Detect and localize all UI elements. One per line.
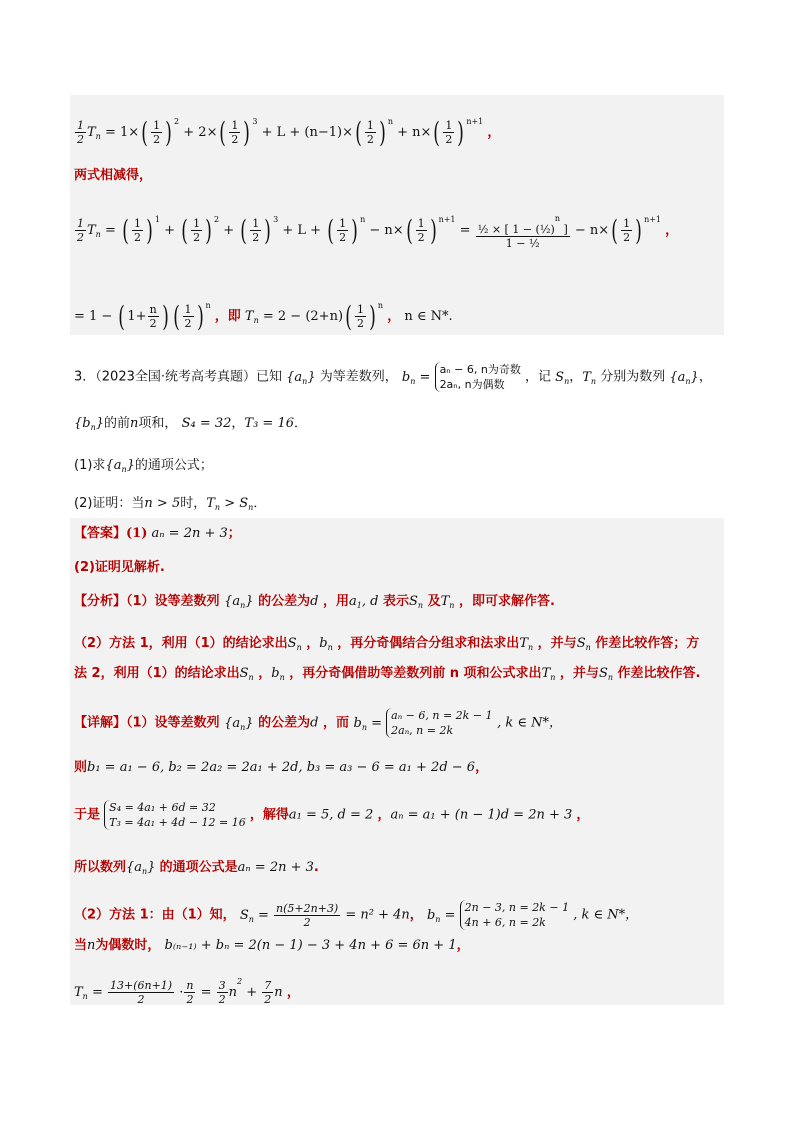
detail-line-2: 则b₁ = a₁ − 6, b₂ = 2a₂ = 2a₁ + 2d, b₃ = a₃ − 6 = a₁ + 2d − 6， [74,760,489,775]
detail-line-3: 于是 S₄ = 4a₁ + 6d = 32 T₃ = 4a₁ + 4d − 12 = 16 ，解得a₁ = 5, d = 2 ，aₙ = a₁ + (n − 1)d = 2n + 3 ， [74,801,590,829]
answer-line-1: 【答案】(1) aₙ = 2n + 3； [74,526,241,541]
analysis-line-3: 法 2，利用（1）的结论求出$S_n$ ，$b_n$ ，再分奇偶借助等差数列前 n 项和公式求出$T_n$ ，并与$S_n$ 作差比较作答. [74,666,701,682]
detail-line-7: $T_n$ = $\frac{13+(6n+1)}{2}$ · $\frac{n}{2}$ = $\frac{3}{2}$ $n^2$ + $\frac{7}{2}$ n ， [74,977,300,1006]
detail-line-5: （2）方法 1：由（1）知， $S_n$ = $\frac{n(5+2n+3)}{2}$ = n² + 4n， $b_n = 2n - 3$, n = 2k − 1 4n + 6, n = 2k , k ∈ N*， [74,901,639,929]
detail-line-6: 当n为偶数时， b₍ₙ₋₁₎ + bₙ = 2(n − 1) − 3 + 4n + 6 = 6n + 1， [74,938,470,953]
line4-n: n ∈ N*. [404,309,453,324]
detail-line-4: 所以数列$\{a_n\}$ 的通项公式是aₙ = 2n + 3. [74,860,319,876]
equation-subtracted: $\frac{1}{2}$ $T_n$ = ( $\frac{1}{2}$ ) $^1$ + ( $\frac{1}{2}$ ) $^2$ + ( $\frac{1}{2}$ ) $^3$ + L + ( $\frac{1}{2}$ ) $^n$ − n×( $\frac{1}{2}$ ) $^{n+1}$ = $\frac{\frac{1}{2} \times [ 1 - (\frac{1}{2})^n ]}{\text{1 − ½}}$ − n×( $\frac{1}{2}$ ) $^{n+1}$ ， [77,213,679,250]
problem-3-statement: 3．（2023全国·统考高考真题）已知 $\{a_n\}$ 为等差数列， $b_n = a_n - 6$, n为奇数 2aₙ, n为偶数 ，记 $S_n$，$T_n$ 分别为数列 $\{a_n\}$， [74,363,712,391]
question-2: (2)证明：当n > 5时，$T_n > S_n$． [74,496,267,512]
subtract-label: 两式相减得， [74,168,153,183]
line4-mid: ，即 [214,309,241,324]
problem-3-statement-2: $\{b_n\}$的前n项和， S₄ = 32，T₃ = 16． [74,416,308,432]
detail-line-1: 【详解】（1）设等差数列 $\{a_n\}$ 的公差为d ，而 $b_n = a_n - 6$, n = 2k − 1 2aₙ, n = 2k , k ∈ N*， [74,709,562,737]
analysis-line-2: （2）方法 1，利用（1）的结论求出$S_n$ ，$b_n$ ，再分奇偶结合分组求和法求出$T_n$ ，并与$S_n$ 作差比较作答；方 [74,636,700,652]
equation-tn-result: = 1 − ( 1+ $\frac{n}{2}$ ) ( $\frac{1}{2}$ ) $^n$ ，即 $T_n = 2 - (2+n)$( $\frac{1}{2}$ ) $^n$ ， n ∈ N*. [74,299,453,333]
line3-tail: ， [665,223,679,238]
line1-tail: ， [487,125,501,140]
equation-half-tn: $\frac{1}{2}$ $T_n = 1\times$( $\frac{1}{2}$ ) $^2$ + 2×( $\frac{1}{2}$ ) $^3$ + L + (n−1)×( $\frac{1}{2}$ ) $^n$ + n×( $\frac{1}{2}$ ) $^{n+1}$ ， [77,115,501,149]
question-1: (1)求$\{a_n\}$的通项公式； [74,458,213,474]
line4-tail: ， [387,309,401,324]
answer-line-2: (2)证明见解析. [74,560,165,575]
analysis-line-1: 【分析】（1）设等差数列 $\{a_n\}$ 的公差为d ，用$a_1$, d 表示$S_n$ 及$T_n$ ，即可求解作答. [74,594,555,610]
